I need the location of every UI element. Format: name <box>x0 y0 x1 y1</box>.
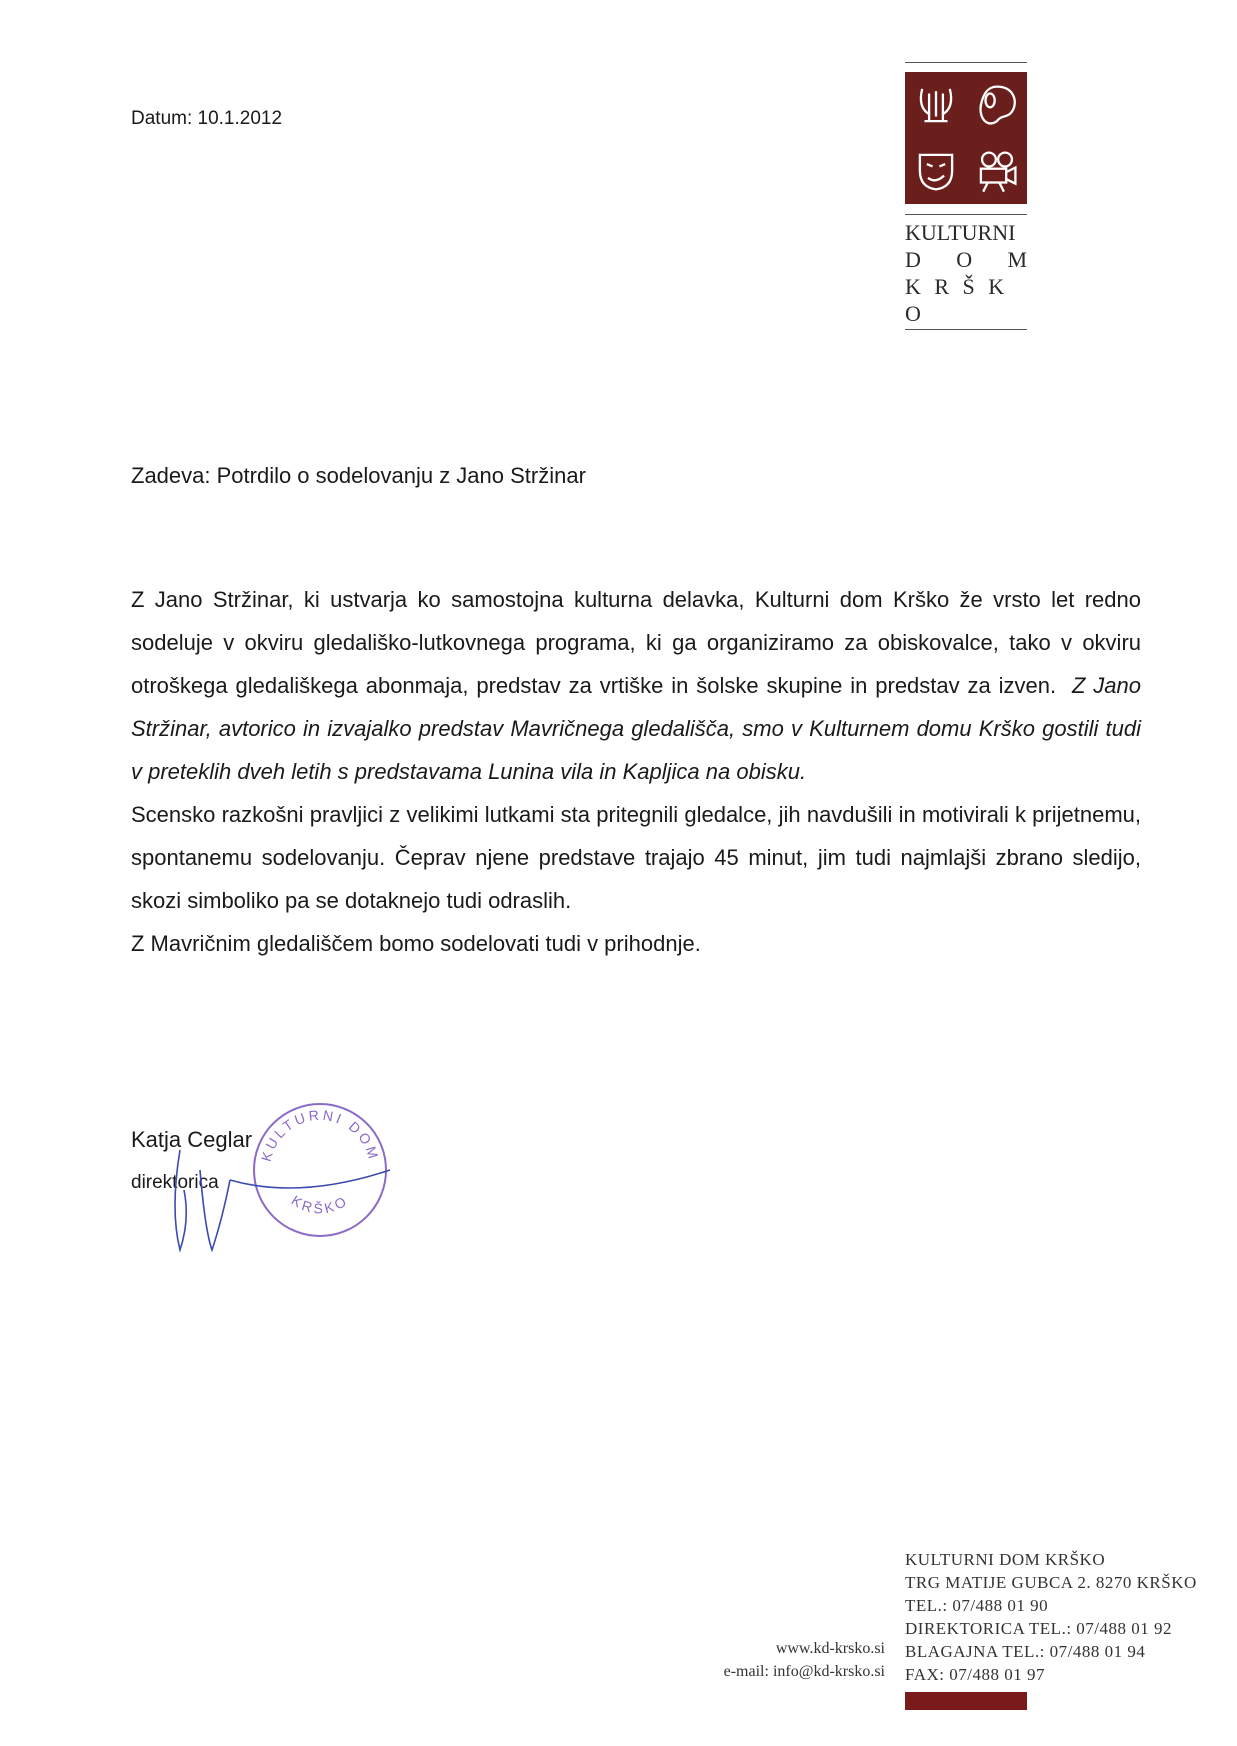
logo-letter-d: D <box>905 247 921 272</box>
footer-line: TEL.: 07/488 01 90 <box>905 1596 1049 1615</box>
lyre-icon <box>905 72 966 138</box>
handwritten-signature <box>160 1130 400 1260</box>
theatre-mask-icon <box>905 138 966 204</box>
logo-letter-o: O <box>956 247 973 272</box>
palette-icon <box>966 72 1027 138</box>
kulturni-dom-logo <box>905 62 1027 330</box>
stamp-bottom-text: KRŠKO <box>288 1191 352 1217</box>
footer-email: e-mail: info@kd-krsko.si <box>723 1663 885 1680</box>
footer-line: KULTURNI DOM KRŠKO <box>905 1550 1106 1569</box>
signer-name: Katja Ceglar <box>131 1127 253 1152</box>
logo-mid-rule <box>905 214 1027 215</box>
footer-address <box>905 1548 1197 1686</box>
logo-emblem <box>905 72 1027 204</box>
logo-line-3: K R Š K O <box>905 274 1009 326</box>
paragraph-1 <box>131 578 1141 793</box>
footer-contact-web <box>650 1637 885 1683</box>
logo-line-1: KULTURNI <box>905 220 1016 245</box>
signer-role: direktorica <box>131 1172 219 1193</box>
footer-line: DIREKTORICA TEL.: 07/488 01 92 <box>905 1619 1173 1638</box>
logo-top-rule <box>905 62 1027 63</box>
logo-wordmark <box>905 219 1027 327</box>
footer-line: BLAGAJNA TEL.: 07/488 01 94 <box>905 1642 1146 1661</box>
footer-brand-bar <box>905 1692 1027 1710</box>
letter-subject: Zadeva: Potrdilo o sodelovanju z Jano Stržinar <box>131 463 586 488</box>
film-camera-icon <box>966 138 1027 204</box>
footer-website: www.kd-krsko.si <box>775 1640 885 1657</box>
logo-letter-m: M <box>1007 247 1027 272</box>
paragraph-1-normal: Z Jano Stržinar, ki ustvarja ko samostojna kulturna delavka, Kulturni dom Krško že vrsto let redno sodeluje v okviru gledališko-lutkovnega programa, ki ga organiziramo za obiskovalce, tako v okviru otroškega gledališkega abonmaja, predstav za vrtiške in šolske skupine in predstav za izven. <box>131 587 1141 698</box>
logo-bottom-rule <box>905 329 1027 330</box>
paragraph-3: Z Mavričnim gledališčem bomo sodelovati tudi v prihodnje. <box>131 931 701 956</box>
stamp-top-text: KULTURNI DOM <box>257 1106 383 1164</box>
letter-body <box>131 578 1141 965</box>
paragraph-1-italic: Z Jano Stržinar, avtorico in izvajalko predstav Mavričnega gledališča, smo v Kulturnem domu Krško gostili tudi v preteklih dveh letih s predstavama Lunina vila in Kapljica na obisku. <box>131 673 1141 784</box>
footer-line: FAX: 07/488 01 97 <box>905 1665 1045 1684</box>
paragraph-2: Scensko razkošni pravljici z velikimi lutkami sta pritegnili gledalce, jih navdušili in motivirali k prijetnemu, spontanemu sodelovanju. Čeprav njene predstave trajajo 45 minut, jim tudi najmlajši zbrano sledijo, skozi simboliko pa se dotaknejo tudi odraslih. <box>131 802 1141 913</box>
letter-date: Datum: 10.1.2012 <box>131 108 283 129</box>
footer-line: TRG MATIJE GUBCA 2. 8270 KRŠKO <box>905 1573 1197 1592</box>
